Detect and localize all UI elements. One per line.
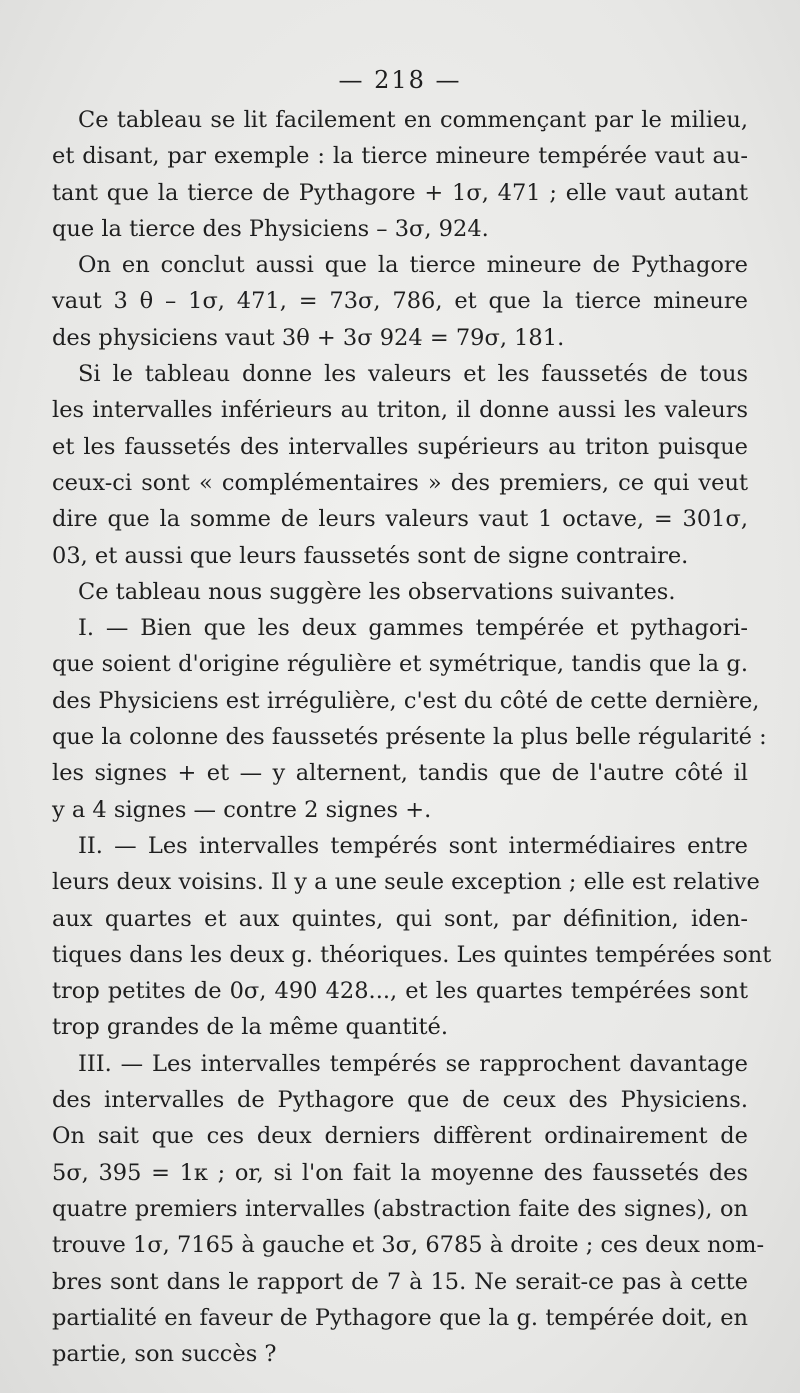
text-line: 03, et aussi que leurs faussetés sont de signe contraire. bbox=[52, 542, 689, 569]
text-line: trouve 1σ, 7165 à gauche et 3σ, 6785 à droite ; ces deux nom- bbox=[52, 1232, 765, 1259]
text-line: On en conclut aussi que la tierce mineure de Pythagore bbox=[78, 252, 748, 279]
body-text bbox=[52, 102, 772, 1372]
text-line: ceux-ci sont « complémentaires » des premiers, ce qui veut bbox=[52, 469, 748, 496]
text-line: Ce tableau se lit facilement en commençant par le milieu, bbox=[78, 107, 748, 133]
text-line: Si le tableau donne les valeurs et les faussetés de tous bbox=[78, 361, 748, 388]
text-line: que soient d'origine régulière et symétrique, tandis que la g. bbox=[52, 651, 748, 678]
text-line: des intervalles de Pythagore que de ceux des Physiciens. bbox=[52, 1087, 748, 1114]
page-number: — 218 — bbox=[338, 66, 462, 94]
text-line: et les faussetés des intervalles supérieurs au triton puisque bbox=[52, 433, 748, 460]
text-line: dire que la somme de leurs valeurs vaut 1 octave, = 301σ, bbox=[52, 506, 748, 533]
text-line: On sait que ces deux derniers diffèrent ordinairement de bbox=[52, 1123, 748, 1150]
text-line: II. — Les intervalles tempérés sont intermédiaires entre bbox=[78, 832, 748, 859]
text-line: y a 4 signes — contre 2 signes +. bbox=[52, 796, 432, 823]
text-line: partie, son succès ? bbox=[52, 1341, 277, 1368]
text-line: aux quartes et aux quintes, qui sont, par définition, iden- bbox=[52, 905, 748, 932]
text-line: trop grandes de la même quantité. bbox=[52, 1014, 449, 1041]
text-line: quatre premiers intervalles (abstraction faite des signes), on bbox=[52, 1195, 748, 1222]
text-line: que la colonne des faussetés présente la plus belle régularité : bbox=[52, 724, 767, 751]
text-line: Ce tableau nous suggère les observations suivantes. bbox=[78, 578, 676, 605]
text-line: trop petites de 0σ, 490 428..., et les quartes tempérées sont bbox=[52, 978, 748, 1005]
text-line: tiques dans les deux g. théoriques. Les quintes tempérées sont bbox=[52, 941, 772, 968]
text-line: tant que la tierce de Pythagore + 1σ, 471 ; elle vaut autant bbox=[52, 179, 748, 206]
text-line: que la tierce des Physiciens – 3σ, 924. bbox=[52, 215, 489, 242]
text-line: des physiciens vaut 3θ + 3σ 924 = 79σ, 181. bbox=[52, 324, 565, 351]
text-line: les signes + et — y alternent, tandis que de l'autre côté il bbox=[52, 760, 748, 787]
text-line: des Physiciens est irrégulière, c'est du côté de cette dernière, bbox=[52, 687, 760, 714]
text-line: bres sont dans le rapport de 7 à 15. Ne serait-ce pas à cette bbox=[52, 1268, 748, 1295]
text-line: 5σ, 395 = 1κ ; or, si l'on fait la moyenne des faussetés des bbox=[52, 1159, 748, 1186]
text-line: les intervalles inférieurs au triton, il donne aussi les valeurs bbox=[52, 397, 748, 424]
text-line: et disant, par exemple : la tierce mineure tempérée vaut au- bbox=[52, 143, 748, 170]
text-line: vaut 3 θ – 1σ, 471, = 73σ, 786, et que la tierce mineure bbox=[52, 288, 748, 315]
text-line: partialité en faveur de Pythagore que la g. tempérée doit, en bbox=[52, 1304, 748, 1331]
text-line: leurs deux voisins. Il y a une seule exception ; elle est relative bbox=[52, 869, 760, 896]
text-line: III. — Les intervalles tempérés se rapprochent davantage bbox=[78, 1050, 748, 1077]
text-line: I. — Bien que les deux gammes tempérée et pythagori- bbox=[78, 615, 748, 642]
